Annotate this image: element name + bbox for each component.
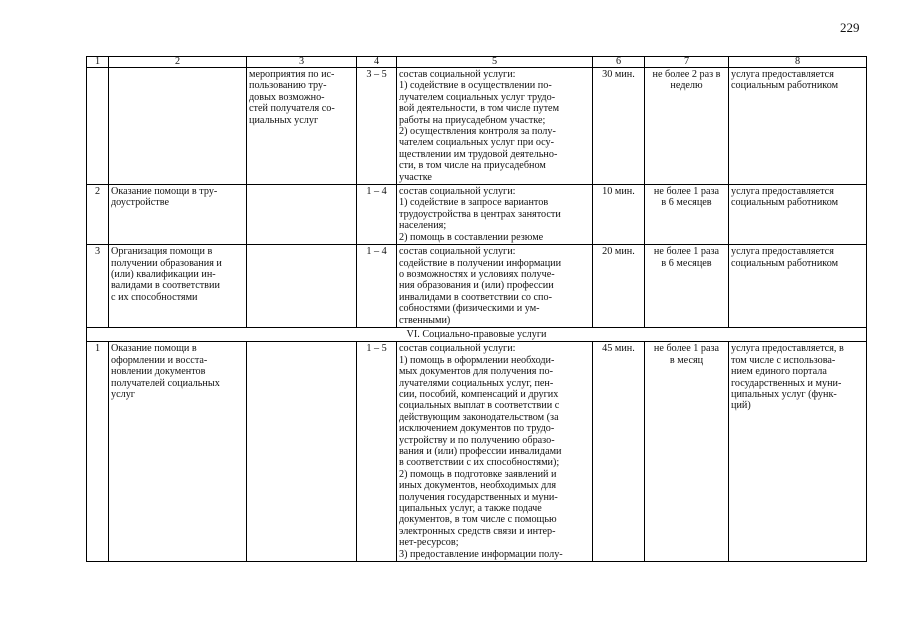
service-measure (247, 185, 357, 245)
text-line: государственных и муни- (731, 377, 842, 389)
text-line: нием единого портала (731, 366, 827, 378)
column-header: 7 (645, 57, 729, 68)
service-name (109, 68, 247, 185)
service-content (397, 342, 593, 562)
service-content (397, 68, 593, 185)
text-line: с их способностями (111, 291, 198, 303)
text-line: новлении документов (111, 366, 206, 378)
text-line: 1) содействие в осуществлении по- (399, 80, 552, 92)
text-line: 1) содействие в запросе вариантов (399, 197, 549, 209)
service-name (109, 342, 247, 562)
text-line: ципальных услуг, а также подаче (399, 503, 542, 515)
service-frequency (645, 245, 729, 328)
column-header: 8 (729, 57, 867, 68)
text-line: собностями (физическими и ум- (399, 303, 540, 315)
text-line: в 6 месяцев (661, 197, 712, 209)
column-header: 5 (397, 57, 593, 68)
text-line: участке (399, 171, 432, 183)
text-line: сии, пособий, компенсаций и других (399, 388, 559, 400)
service-name (109, 185, 247, 245)
service-time: 20 мин. (593, 245, 645, 328)
column-header: 6 (593, 57, 645, 68)
service-measure (247, 342, 357, 562)
text-line: инвалидами в соответствии со спо- (399, 291, 552, 303)
text-line: иных документов, необходимых для (399, 480, 557, 492)
text-line: действующим законодательством (за (399, 411, 559, 423)
section-header-row (87, 327, 867, 341)
text-line: состав социальной услуги: (399, 186, 516, 198)
text-line: социальных выплат в соответствии с (399, 400, 560, 412)
text-line: доустройстве (111, 197, 169, 209)
text-line: лучателями социальных услуг, пен- (399, 377, 554, 389)
text-line: услуга предоставляется (731, 186, 834, 198)
text-line: мых документов для получения по- (399, 366, 553, 378)
text-line: 2) помощь в подготовке заявлений и (399, 468, 557, 480)
service-time: 30 мин. (593, 68, 645, 185)
column-header: 3 (247, 57, 357, 68)
text-line: ципальных услуг (функ- (731, 388, 837, 400)
text-line: в месяц (669, 354, 704, 366)
text-line: исключением документов по трудо- (399, 423, 555, 435)
column-header: 4 (357, 57, 397, 68)
text-line: услуга предоставляется, в (731, 343, 844, 355)
text-line: ций) (731, 400, 751, 412)
table-row (87, 68, 867, 185)
text-line: в соответствии с их способностями); (399, 457, 560, 469)
text-line: услуга предоставляется (731, 246, 834, 258)
row-number (87, 68, 109, 185)
table-row (87, 342, 867, 562)
text-line: 3) предоставление информации полу- (399, 548, 563, 560)
text-line: 2) осуществления контроля за полу- (399, 126, 556, 138)
text-line: не более 2 раз в (652, 69, 721, 80)
services-table (86, 56, 867, 562)
text-line: получении образования и (111, 257, 222, 269)
text-line: получателей социальных (111, 377, 220, 389)
text-line: о возможностях и условиях получе- (399, 268, 555, 280)
text-line: социальным работником (731, 197, 839, 209)
service-frequency (645, 342, 729, 562)
service-category: 1 – 4 (357, 245, 397, 328)
section-title: VI. Социально-правовые услуги (87, 327, 867, 341)
service-provider (729, 245, 867, 328)
text-line: трудоустройства в центрах занятости (399, 208, 561, 220)
text-line: мероприятия по ис- (249, 69, 335, 80)
page-number: 229 (840, 20, 860, 35)
service-frequency (645, 185, 729, 245)
text-line: Оказание помощи в тру- (111, 186, 218, 198)
text-line: 1) помощь в оформлении необходи- (399, 354, 555, 366)
text-line: сти, в том числе на приусадебном (399, 160, 546, 172)
text-line: работы на приусадебном участке; (399, 114, 546, 126)
service-name (109, 245, 247, 328)
service-measure (247, 68, 357, 185)
text-line: состав социальной услуги: (399, 246, 516, 258)
column-header: 1 (87, 57, 109, 68)
column-header-row (87, 57, 867, 68)
text-line: состав социальной услуги: (399, 343, 516, 355)
text-line: ственными) (399, 314, 451, 326)
text-line: не более 1 раза (653, 343, 720, 355)
text-line: состав социальной услуги: (399, 69, 516, 80)
table-row (87, 185, 867, 245)
text-line: 2) помощь в составлении резюме (399, 231, 544, 243)
text-line: устройству и по получению образо- (399, 434, 555, 446)
service-measure (247, 245, 357, 328)
text-line: пользованию тру- (249, 80, 327, 92)
text-line: вания и (или) профессии инвалидами (399, 446, 562, 457)
service-content (397, 185, 593, 245)
row-number: 1 (87, 342, 109, 562)
text-line: не более 1 раза (653, 246, 720, 258)
service-category: 3 – 5 (357, 68, 397, 185)
service-time: 10 мин. (593, 185, 645, 245)
text-line: валидами в соответствии (111, 280, 220, 292)
text-line: том числе с использова- (731, 354, 836, 366)
text-line: ществлении им трудовой деятельно- (399, 148, 558, 160)
row-number: 3 (87, 245, 109, 328)
row-number: 2 (87, 185, 109, 245)
text-line: ния образования и (или) профессии (399, 280, 554, 292)
text-line: циальных услуг (249, 114, 319, 126)
text-line: (или) квалификации ин- (111, 268, 216, 280)
text-line: оформлении и восста- (111, 354, 208, 366)
text-line: нет-ресурсов; (399, 537, 459, 549)
service-category: 1 – 4 (357, 185, 397, 245)
text-line: чателем социальных услуг при осу- (399, 137, 555, 149)
text-line: в 6 месяцев (661, 257, 712, 269)
text-line: лучателем социальных услуг трудо- (399, 91, 556, 103)
text-line: услуга предоставляется (731, 69, 834, 80)
service-provider (729, 68, 867, 185)
text-line: Оказание помощи в (111, 343, 197, 355)
column-header: 2 (109, 57, 247, 68)
service-category: 1 – 5 (357, 342, 397, 562)
text-line: документов, в том числе с помощью (399, 514, 557, 526)
service-content (397, 245, 593, 328)
text-line: содействие в получении информации (399, 257, 562, 269)
text-line: Организация помощи в (111, 246, 213, 258)
text-line: социальным работником (731, 80, 839, 92)
text-line: электронных средств связи и интер- (399, 525, 556, 537)
text-line: довых возможно- (249, 91, 325, 103)
service-provider (729, 185, 867, 245)
text-line: стей получателя со- (249, 103, 335, 115)
service-provider (729, 342, 867, 562)
text-line: неделю (670, 80, 703, 92)
service-frequency (645, 68, 729, 185)
service-time: 45 мин. (593, 342, 645, 562)
table-row (87, 245, 867, 328)
text-line: вой деятельности, в том числе путем (399, 103, 560, 115)
text-line: услуг (111, 388, 135, 400)
text-line: населения; (399, 220, 447, 232)
text-line: социальным работником (731, 257, 839, 269)
text-line: получения государственных и муни- (399, 491, 558, 503)
text-line: не более 1 раза (653, 186, 720, 198)
